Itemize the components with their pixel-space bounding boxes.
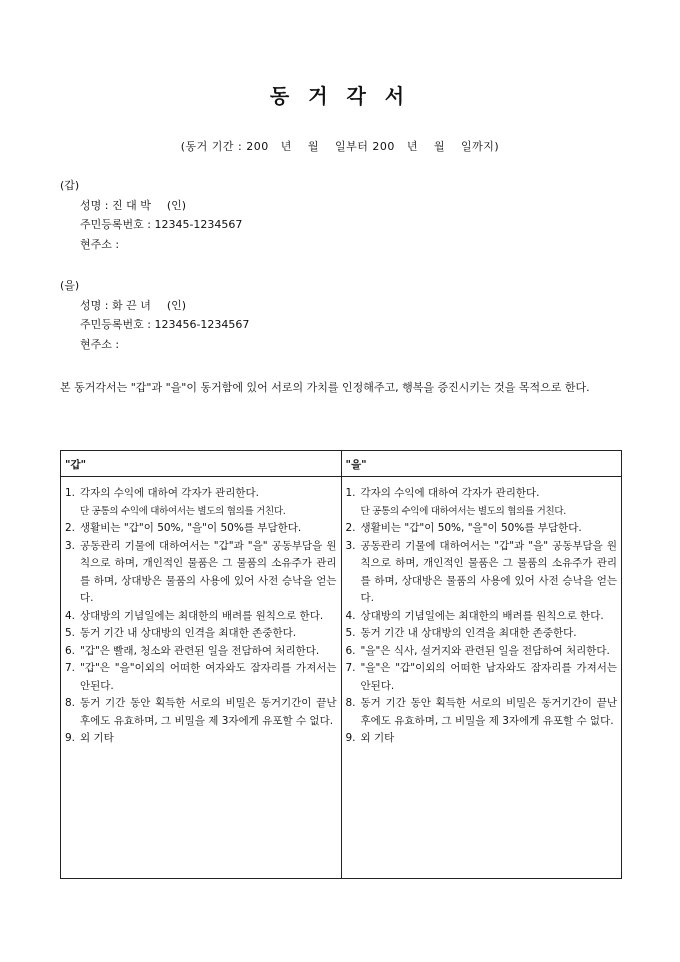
term-number: 9. bbox=[65, 732, 76, 744]
party-b-id: 123456-1234567 bbox=[154, 318, 250, 331]
party-a-block bbox=[60, 176, 242, 254]
term-text-wrap bbox=[80, 608, 337, 626]
term-item bbox=[65, 660, 337, 695]
term-item bbox=[346, 485, 618, 520]
party-b-column-header: "을" bbox=[341, 451, 622, 477]
term-number: 6. bbox=[65, 644, 76, 657]
term-text-wrap bbox=[361, 625, 618, 643]
term-number: 5. bbox=[345, 627, 356, 639]
term-text-wrap bbox=[361, 695, 618, 730]
term-text-wrap bbox=[361, 538, 618, 608]
term-text-wrap bbox=[80, 643, 337, 661]
term-item bbox=[65, 695, 337, 730]
term-text-wrap bbox=[80, 730, 337, 748]
term-item bbox=[346, 730, 618, 748]
party-b-terms-cell bbox=[341, 477, 622, 879]
term-number: 1. bbox=[345, 487, 356, 499]
term-text-wrap bbox=[80, 660, 337, 695]
party-a-id-label: 주민등록번호 : bbox=[80, 218, 155, 231]
party-a-address-row bbox=[60, 235, 242, 255]
cohabitation-period: (동거 기간 : 200 년 월 일부터 200 년 월 일까지) bbox=[180, 140, 500, 153]
term-note: 단 공통의 수익에 대하여서는 별도의 협의를 거친다. bbox=[80, 505, 286, 517]
term-number: 4. bbox=[345, 609, 356, 622]
term-text: "을"은 "갑"이외의 어떠한 남자와도 잠자리를 가져서는 안된다. bbox=[360, 662, 617, 692]
term-number: 3. bbox=[65, 539, 76, 552]
party-b-label: (을) bbox=[60, 279, 80, 292]
party-b-name-label: 성명 : bbox=[80, 298, 112, 312]
terms-header-row bbox=[61, 451, 622, 477]
term-text-wrap bbox=[80, 695, 337, 730]
term-text-wrap bbox=[361, 643, 618, 661]
party-b-id-row bbox=[60, 315, 249, 335]
term-item bbox=[65, 730, 337, 748]
term-number: 4. bbox=[65, 609, 76, 622]
term-item bbox=[65, 625, 337, 643]
term-text: 동거 기간 내 상대방의 인격을 최대한 존중한다. bbox=[360, 627, 577, 639]
party-a-id: 12345-1234567 bbox=[154, 218, 243, 231]
term-text: 상대방의 기념일에는 최대한의 배려를 원칙으로 한다. bbox=[360, 609, 604, 622]
term-text-wrap bbox=[361, 485, 618, 520]
party-a-name: 진 대 박 bbox=[111, 198, 151, 212]
party-a-label: (갑) bbox=[60, 179, 80, 192]
term-number: 8. bbox=[345, 697, 356, 709]
term-item bbox=[65, 608, 337, 626]
term-text: 동거 기간 내 상대방의 인격을 최대한 존중한다. bbox=[80, 627, 297, 639]
party-a-id-row bbox=[60, 215, 242, 235]
party-a-name-row bbox=[60, 196, 242, 216]
term-text: 각자의 수익에 대하여 각자가 관리한다. bbox=[360, 487, 540, 499]
party-a-terms-list bbox=[65, 485, 337, 748]
term-item bbox=[346, 608, 618, 626]
party-a-address-label: 현주소 : bbox=[80, 237, 120, 251]
term-item bbox=[65, 520, 337, 538]
term-item bbox=[65, 643, 337, 661]
term-text: 동거 기간 동안 획득한 서로의 비밀은 동거기간이 끝난 후에도 유효하며, 그 비밀을 제 3자에게 유포할 수 없다. bbox=[80, 697, 337, 727]
party-a-seal: (인) bbox=[166, 198, 187, 212]
term-text: 공동관리 기물에 대하여서는 "갑"과 "을" 공동부담을 원칙으로 하며, 개인적인 물품은 그 물품의 소유주가 관리를 하며, 상대방은 물품의 사용에 있어 사전 승낙을 얻는다. bbox=[360, 539, 617, 604]
term-number: 5. bbox=[65, 627, 76, 639]
party-b-seal: (인) bbox=[166, 298, 187, 312]
term-number: 1. bbox=[65, 487, 76, 499]
term-item bbox=[346, 625, 618, 643]
party-b-name: 화 끈 녀 bbox=[111, 298, 151, 312]
term-text: 동거 기간 동안 획득한 서로의 비밀은 동거기간이 끝난 후에도 유효하며, 그 비밀을 제 3자에게 유포할 수 없다. bbox=[360, 697, 617, 727]
term-item bbox=[346, 520, 618, 538]
term-number: 7. bbox=[65, 662, 76, 674]
party-a-column-header: "갑" bbox=[61, 451, 342, 477]
purpose-statement: 본 동거각서는 "갑"과 "을"이 동거함에 있어 서로의 가치를 인정해주고, 행복을 증진시키는 것을 목적으로 한다. bbox=[60, 381, 590, 394]
term-item bbox=[65, 485, 337, 520]
term-text-wrap bbox=[80, 520, 337, 538]
party-b-block bbox=[60, 276, 249, 354]
term-number: 3. bbox=[345, 539, 356, 552]
term-item bbox=[346, 695, 618, 730]
document-title: 동 거 각 서 bbox=[269, 84, 411, 108]
term-text-wrap bbox=[361, 660, 618, 695]
term-text: "을"은 식사, 설거지와 관련된 일을 전담하여 처리한다. bbox=[360, 644, 610, 657]
term-number: 2. bbox=[65, 522, 76, 534]
term-text-wrap bbox=[80, 485, 337, 520]
term-number: 2. bbox=[345, 522, 356, 534]
term-text-wrap bbox=[361, 730, 618, 748]
term-text: 생활비는 "갑"이 50%, "을"이 50%를 부담한다. bbox=[80, 522, 302, 534]
party-b-address-label: 현주소 : bbox=[80, 337, 120, 351]
term-number: 8. bbox=[65, 697, 76, 709]
term-text-wrap bbox=[361, 520, 618, 538]
term-text: 생활비는 "갑"이 50%, "을"이 50%를 부담한다. bbox=[360, 522, 582, 534]
term-text-wrap bbox=[361, 608, 618, 626]
term-text: 외 기타 bbox=[360, 732, 395, 744]
party-b-id-label: 주민등록번호 : bbox=[80, 318, 155, 331]
party-b-address-row bbox=[60, 335, 249, 355]
party-b-name-row bbox=[60, 296, 249, 316]
term-item bbox=[346, 538, 618, 608]
party-a-terms-cell bbox=[61, 477, 342, 879]
terms-body-row bbox=[61, 477, 622, 879]
term-item bbox=[65, 538, 337, 608]
term-note: 단 공통의 수익에 대하여서는 별도의 협의를 거친다. bbox=[360, 505, 566, 517]
terms-table bbox=[60, 450, 622, 879]
party-a-name-label: 성명 : bbox=[80, 198, 112, 212]
term-number: 9. bbox=[345, 732, 356, 744]
term-text-wrap bbox=[80, 538, 337, 608]
term-item bbox=[346, 643, 618, 661]
term-text: 외 기타 bbox=[80, 732, 114, 744]
term-text: "갑"은 "을"이외의 어떠한 여자와도 잠자리를 가져서는 안된다. bbox=[80, 662, 337, 692]
party-b-terms-list bbox=[346, 485, 618, 748]
term-text: "갑"은 빨래, 청소와 관련된 일을 전담하여 처리한다. bbox=[80, 644, 320, 657]
term-text: 각자의 수익에 대하여 각자가 관리한다. bbox=[80, 487, 259, 499]
term-text: 상대방의 기념일에는 최대한의 배려를 원칙으로 한다. bbox=[80, 609, 324, 622]
term-item bbox=[346, 660, 618, 695]
term-number: 7. bbox=[345, 662, 356, 674]
term-text-wrap bbox=[80, 625, 337, 643]
term-number: 6. bbox=[345, 644, 356, 657]
term-text: 공동관리 기물에 대하여서는 "갑"과 "을" 공동부담을 원칙으로 하며, 개인적인 물품은 그 물품의 소유주가 관리를 하며, 상대방은 물품의 사용에 있어 사전 승낙을 얻는다. bbox=[80, 539, 337, 604]
